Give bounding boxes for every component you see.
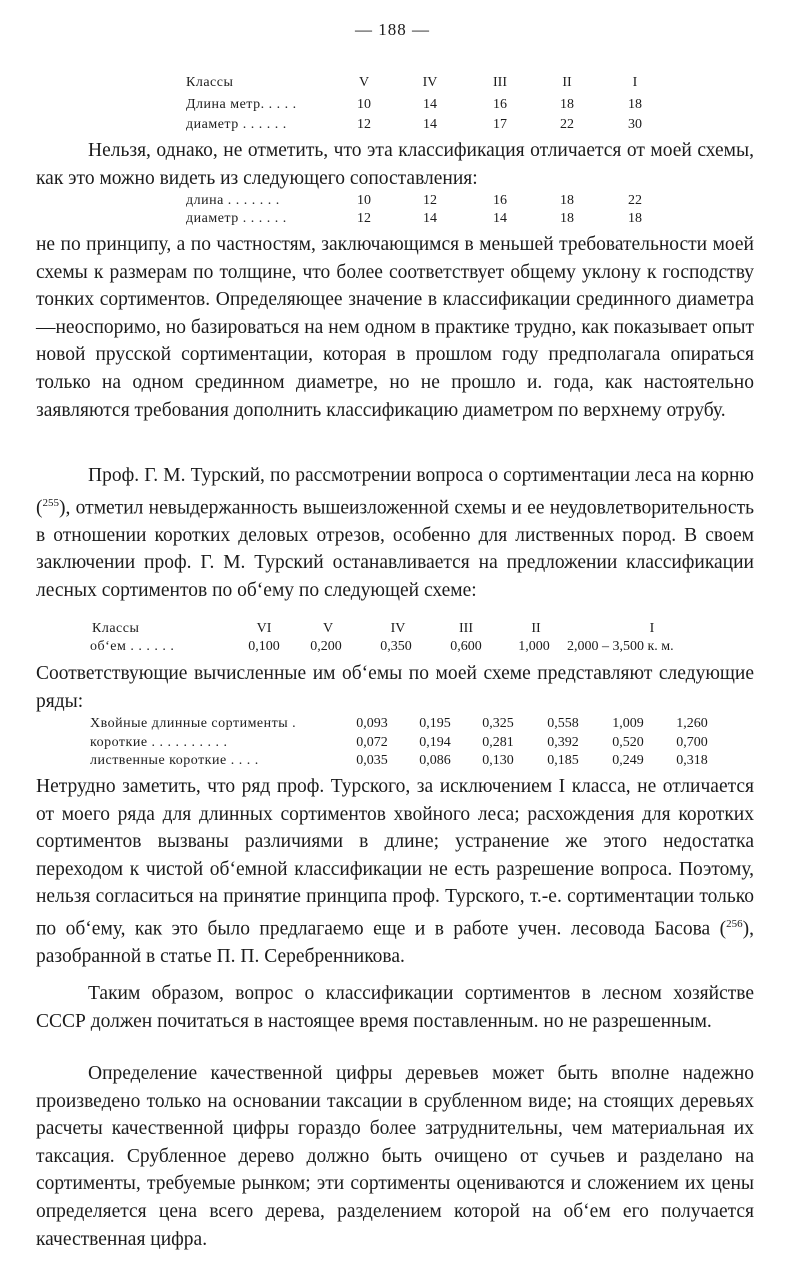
table-header-row: [0, 73, 785, 93]
table-cell: 12: [357, 117, 371, 132]
table-cell: 22: [628, 193, 642, 208]
table-header-row: [0, 619, 785, 639]
table-cell: 0,558: [547, 716, 579, 731]
table-cell: 16: [493, 97, 507, 112]
table-cell: 18: [628, 97, 642, 112]
table-header-cell: III: [459, 621, 473, 636]
table-header-cell: IV: [422, 75, 438, 90]
table-cell: 0,194: [419, 735, 451, 750]
table-cell: 22: [560, 117, 574, 132]
table-header-label: Классы: [92, 621, 140, 636]
table-cell: 0,249: [612, 753, 644, 768]
table-row: [0, 733, 785, 753]
table-row-label: об‘ем . . . . . .: [90, 639, 175, 654]
table-header-cell: II: [562, 75, 572, 90]
paragraph: [36, 773, 754, 971]
table-cell: 0,200: [310, 639, 342, 654]
table-header-cell: I: [632, 75, 638, 90]
table-cell: 16: [493, 193, 507, 208]
paragraph: Нельзя, однако, не отметить, что эта классификация отличается от моей схемы, как это можно видеть из следующего сопоставления:: [36, 140, 754, 189]
paragraph: Таким образом, вопрос о классификации сортиментов в лесном хозяйстве СССР должен почитаться в настоящее время поставленным. но не разрешенным.: [36, 983, 754, 1032]
table-cell: 1,000: [518, 639, 550, 654]
table-cell: 18: [560, 211, 574, 226]
table-row-label: диаметр . . . . . .: [186, 211, 287, 226]
table-row-label: диаметр . . . . . .: [186, 117, 287, 132]
table-header-cell: I: [649, 621, 655, 636]
table-header-cell: IV: [390, 621, 406, 636]
paragraph: Определение качественной цифры деревьев может быть вполне надежно произведено только на основании таксации в срубленном виде; на стоящих деревьях расчеты качественной цифры гораздо более затруднительны, чем материальная их таксация. Срубленное дерево должно быть очищено от сучьев и разделано на сортименты, требуемые рынком; эти сортименты оцениваются и сложением их цены определяется цена всего дерева, разделением которой на об‘ем его получается качественная цифра.: [36, 1063, 754, 1250]
table-row-label: длина . . . . . . .: [186, 193, 280, 208]
table-cell: 0,600: [450, 639, 482, 654]
table-cell: 30: [628, 117, 642, 132]
table-cell: 18: [560, 97, 574, 112]
table-cell: 12: [357, 211, 371, 226]
table-row: [0, 714, 785, 734]
table-row: [0, 209, 785, 229]
table-cell: 0,281: [482, 735, 514, 750]
paragraph-text: ), разобранной в статье П. П. Серебренникова.: [36, 918, 754, 968]
table-cell: 0,392: [547, 735, 579, 750]
table-cell: 18: [560, 193, 574, 208]
paragraph: [36, 462, 754, 604]
table-cell: 0,130: [482, 753, 514, 768]
table-header-cell: II: [531, 621, 541, 636]
footnote-ref: 255: [42, 496, 59, 509]
table-cell: 17: [493, 117, 507, 132]
page-number: — 188 —: [355, 20, 430, 39]
table-cell: 0,093: [356, 716, 388, 731]
table-cell: 0,318: [676, 753, 708, 768]
table-header-cell: III: [493, 75, 507, 90]
table-row-label: Длина метр. . . . .: [186, 97, 297, 112]
table-cell: 1,009: [612, 716, 644, 731]
table-cell: 0,325: [482, 716, 514, 731]
table-cell: 0,185: [547, 753, 579, 768]
table-row: [0, 95, 785, 115]
table-cell: 0,195: [419, 716, 451, 731]
table-cell: 0,035: [356, 753, 388, 768]
table-header-label: Классы: [186, 75, 234, 90]
table-cell: 0,086: [419, 753, 451, 768]
table-row: [0, 751, 785, 771]
table-cell: 2,000 – 3,500 к. м.: [567, 639, 674, 654]
table-cell: 10: [357, 193, 371, 208]
table-cell: 0,350: [380, 639, 412, 654]
table-row: [0, 115, 785, 135]
table-cell: 0,072: [356, 735, 388, 750]
paragraph-text: Проф. Г. М. Турский, по рассмотрении вопроса о сортиментации леса на корню (: [36, 465, 754, 519]
table-cell: 14: [423, 97, 437, 112]
table-cell: 0,100: [248, 639, 280, 654]
table-cell: 0,700: [676, 735, 708, 750]
table-cell: 10: [357, 97, 371, 112]
table-row-label: лиственные короткие . . . .: [90, 753, 259, 768]
paragraph-text: Нетрудно заметить, что ряд проф. Турского, за исключением I класса, не отличается от моего ряда для длинных сортиментов хвойного леса; расхождения для коротких сортиментов вызваны различиями в длине; устранение же этого недостатка переходом к чистой об‘емной классификации не есть разрешение вопроса. Поэтому, нельзя согласиться на принятие принципа проф. Турского, т.-е. сортиментации только по об‘ему, как это было предлагаемо еще и в работе учен. лесовода Басова (: [36, 776, 754, 940]
paragraph: не по принципу, а по частностям, заключающимся в меньшей требовательности моей схемы к размерам по толщине, что более соответствует общему уклону к господству тонких сортиментов. Определяющее значение в классификации срединного диаметра—неоспоримо, но базироваться на нем одном в практике трудно, как показывает опыт новой прусской сортиментации, которая в прошлом году предполагала опираться только на одном срединном диаметре, но не прошло и. года, как настоятельно заявляются требования дополнить классификацию диаметром по верхнему отрубу.: [36, 234, 754, 421]
paragraph: Соответствующие вычисленные им об‘емы по моей схеме представляют следующие ряды:: [36, 663, 754, 712]
table-header-cell: V: [358, 75, 370, 90]
table-cell: 1,260: [676, 716, 708, 731]
table-cell: 0,520: [612, 735, 644, 750]
table-header-cell: V: [322, 621, 334, 636]
table-cell: 14: [423, 211, 437, 226]
table-cell: 14: [423, 117, 437, 132]
footnote-ref: 256: [726, 917, 743, 930]
paragraph-text: ), отметил невыдержанность вышеизложенной схемы и ее неудовлетворительность в отношении коротких деловых отрезов, особенно для лиственных пород. В своем заключении проф. Г. М. Турский останавливается на предложении классификации лесных сортиментов по об‘ему по следующей схеме:: [36, 497, 754, 601]
table-header-cell: VI: [256, 621, 272, 636]
table-row-label: Хвойные длинные сортименты .: [90, 716, 297, 731]
table-row: [0, 637, 785, 657]
table-cell: 14: [493, 211, 507, 226]
table-row-label: короткие . . . . . . . . . .: [90, 735, 228, 750]
table-cell: 12: [423, 193, 437, 208]
table-cell: 18: [628, 211, 642, 226]
table-row: [0, 191, 785, 211]
